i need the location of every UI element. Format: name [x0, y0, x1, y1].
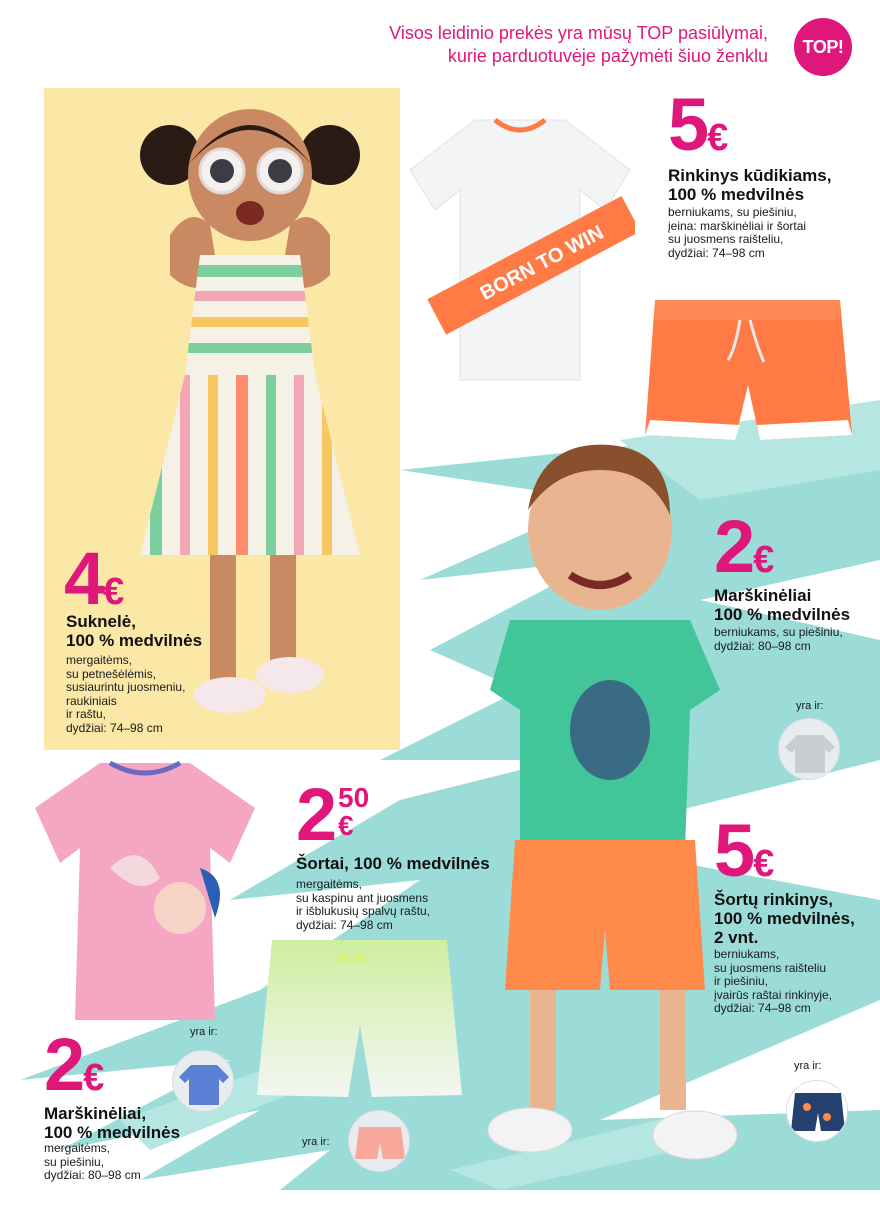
shorts-set-title: Šortų rinkinys, 100 % medvilnės, 2 vnt. — [714, 890, 855, 947]
girl-shorts-description: mergaitėms, su kaspinu ant juosmens ir išblukusių spalvų raštu, dydžiai: 74–98 cm — [296, 877, 431, 932]
born-to-win-tshirt-image — [405, 110, 635, 390]
girl-tshirt-description: mergaitėms, su piešiniu, dydžiai: 80–98 cm — [44, 1141, 141, 1182]
green-faded-shorts-image — [252, 935, 467, 1100]
born-to-win-print: BORN TO WIN — [476, 221, 608, 305]
shorts-set-price: 5€ — [714, 809, 775, 892]
header-line-2: kurie parduotuvėje pažymėti šiuo ženklu — [447, 46, 768, 66]
girl-shorts-price: 2 — [296, 773, 336, 856]
girl-tshirt-price: 2€ — [44, 1023, 105, 1106]
baby-set-description: berniukams, su piešiniu, įeina: marškinėliai ir šortai su juosmens raišteliu, dydžiai: 74–98 cm — [668, 205, 807, 260]
girl-shorts-title: Šortai, 100 % medvilnės — [296, 854, 490, 873]
girl-tshirt-title: Marškinėliai, 100 % medvilnės — [44, 1104, 181, 1142]
header-line-1: Visos leidinio prekės yra mūsų TOP pasiūlymai, — [389, 23, 768, 43]
girl-tshirt-also-label: yra ir: — [190, 1026, 218, 1038]
header-promo-text — [308, 22, 768, 68]
girl-shorts-price-fraction: 50 € — [338, 782, 370, 841]
top-badge: TOP! — [794, 18, 852, 76]
girl-shorts-variant-thumbnail[interactable] — [348, 1110, 410, 1172]
shorts-set-also-label: yra ir: — [794, 1060, 822, 1072]
boy-tshirt-also-label: yra ir: — [796, 700, 824, 712]
boy-tshirt-title: Marškinėliai 100 % medvilnės — [714, 586, 851, 624]
dress-price: 4€ — [64, 537, 125, 620]
girl-shorts-also-label: yra ir: — [302, 1136, 330, 1148]
shorts-set-description: berniukams, su juosmens raišteliu ir piešiniu, įvairūs raštai rinkinyje, dydžiai: 74–98 cm — [714, 947, 833, 1015]
baby-set-price: 5€ — [668, 83, 729, 166]
dress-title: Suknelė, 100 % medvilnės — [66, 612, 203, 650]
boy-tshirt-price: 2€ — [714, 505, 775, 588]
shorts-set-variant-thumbnail[interactable] — [786, 1080, 848, 1142]
boy-tshirt-description: berniukams, su piešiniu, dydžiai: 80–98 cm — [714, 625, 843, 653]
pink-hummingbird-tshirt-image — [30, 758, 260, 1028]
girl-tshirt-variant-thumbnail[interactable] — [172, 1050, 234, 1112]
baby-set-title: Rinkinys kūdikiams, 100 % medvilnės — [668, 166, 832, 204]
dress-description: mergaitėms, su petnešėlėmis, susiaurintu juosmeniu, raukiniais ir raštu, dydžiai: 74–98 cm — [66, 653, 186, 735]
boy-tshirt-variant-thumbnail[interactable] — [778, 718, 840, 780]
